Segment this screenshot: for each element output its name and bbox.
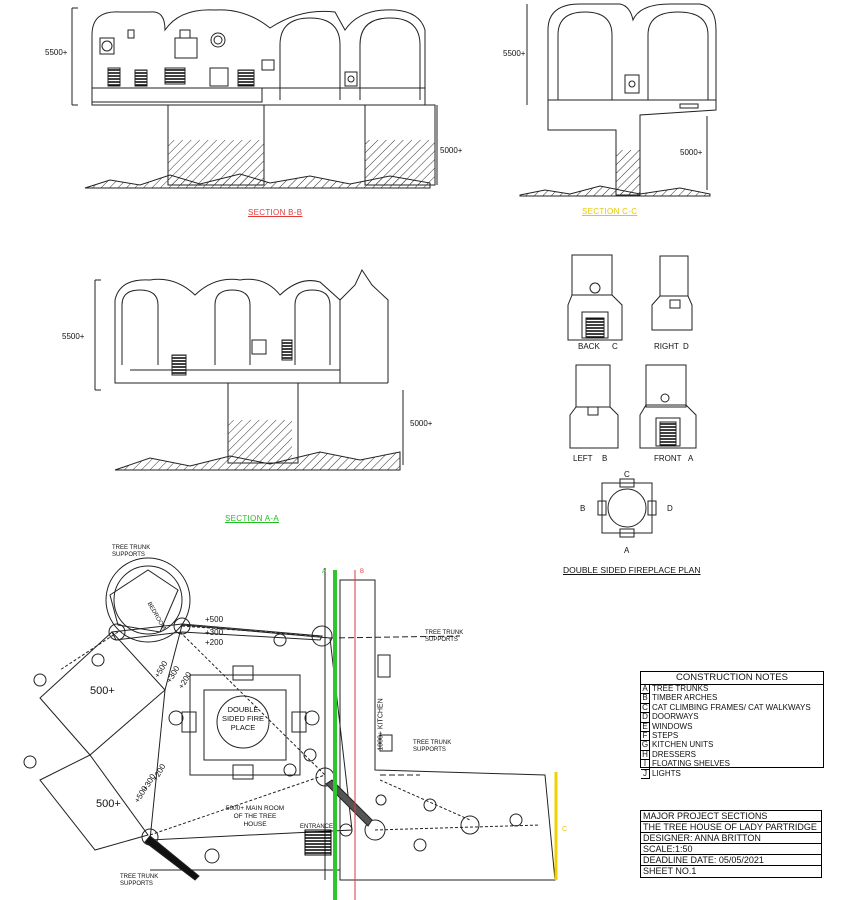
room-500-b: 500+: [96, 798, 121, 810]
section-cc-height-upper: 5500+: [503, 49, 526, 58]
level-mark: +200: [150, 762, 168, 783]
note-text: TIMBER ARCHES: [652, 693, 718, 703]
fireplace-view-back-letter: C: [612, 342, 618, 351]
fireplace-view-front-letter: A: [688, 454, 694, 463]
fireplace-plan-title: DOUBLE SIDED FIREPLACE PLAN: [563, 565, 701, 575]
fireplace-view-left-letter: B: [602, 454, 608, 463]
level-mark: +200: [176, 670, 194, 691]
note-key: A: [641, 685, 650, 694]
note-text: FLOATING SHELVES: [652, 759, 730, 769]
level-mark: +300: [140, 772, 158, 793]
note-text: DRESSERS: [652, 749, 697, 759]
note-text: TREE TRUNKS: [652, 684, 709, 693]
fireplace-view-right-label: RIGHT: [654, 342, 679, 351]
note-row: [641, 770, 823, 779]
fireplace-view-back-label: BACK: [578, 342, 600, 351]
note-key: J: [641, 770, 650, 779]
title-block-line2: THE TREE HOUSE OF LADY PARTRIDGE: [641, 822, 821, 833]
section-mark-a: A: [322, 569, 327, 575]
note-key: C: [641, 704, 650, 713]
section-aa-title: SECTION A-A: [225, 514, 279, 523]
level-mark: +300: [205, 628, 224, 637]
section-aa-height-upper: 5500+: [62, 332, 85, 341]
note-text: CAT CLIMBING FRAMES/ CAT WALKWAYS: [652, 702, 811, 712]
section-mark-c: C: [562, 826, 568, 833]
fireplace-compass-bottom: A: [624, 546, 630, 555]
note-text: STEPS: [652, 731, 679, 741]
floor-plan: [40, 558, 556, 900]
section-bb-height-lower: 5000+: [440, 146, 463, 155]
entrance-label: ENTRANCE: [300, 824, 334, 830]
level-mark: +500: [152, 659, 170, 680]
note-text: DOORWAYS: [652, 712, 699, 722]
note-text: LIGHTS: [652, 768, 681, 778]
level-mark: +500: [132, 784, 150, 805]
note-key: H: [641, 751, 650, 760]
note-text: KITCHEN UNITS: [652, 740, 714, 750]
section-bb-height-upper: 5500+: [45, 48, 68, 57]
section-cc-drawing: [520, 4, 716, 196]
fireplace-compass-left: B: [580, 504, 586, 513]
note-text: WINDOWS: [652, 721, 693, 731]
fireplace-elevations: [568, 255, 696, 537]
title-block-designer: DESIGNER: ANNA BRITTON: [641, 833, 821, 844]
bedroom-label: BEDROOM: [145, 601, 167, 632]
note-key: I: [641, 760, 650, 769]
section-cc-height-lower: 5000+: [680, 148, 703, 157]
note-key: E: [641, 723, 650, 732]
section-mark-b: B: [360, 569, 365, 575]
title-block-deadline: DEADLINE DATE: 05/05/2021: [641, 855, 821, 866]
fireplace-view-front-label: FRONT: [654, 454, 682, 463]
section-bb-title: SECTION B-B: [248, 208, 303, 217]
title-block: [640, 810, 822, 878]
fireplace-compass-top: C: [624, 470, 630, 479]
note-key: G: [641, 740, 649, 750]
fireplace-plan-label: DOUBLE SIDED FIRE PLACE: [221, 705, 265, 732]
construction-notes-title: CONSTRUCTION NOTES: [641, 672, 823, 685]
section-aa-height-lower: 5000+: [410, 419, 433, 428]
section-aa-drawing: [95, 270, 403, 470]
fireplace-view-left-label: LEFT: [573, 454, 593, 463]
tree-trunk-supports-label-2: TREE TRUNK SUPPORTS: [425, 630, 464, 643]
note-key: D: [641, 713, 650, 722]
title-block-sheet: SHEET NO.1: [643, 866, 697, 876]
tree-trunk-supports-label-4: TREE TRUNK SUPPORTS: [120, 874, 159, 887]
section-bb-drawing: [72, 8, 437, 188]
tree-trunk-supports-label-1: TREE TRUNK SUPPORTS: [112, 545, 151, 558]
kitchen-label: 1000+ KITCHEN: [377, 698, 385, 751]
construction-notes-table: [640, 671, 824, 778]
main-room-label: 5000+ MAIN ROOM OF THE TREE HOUSE: [225, 805, 285, 828]
title-block-scale: SCALE:1:50: [641, 844, 821, 855]
note-key: B: [641, 694, 650, 703]
tree-trunk-supports-label-3: TREE TRUNK SUPPORTS: [413, 740, 452, 753]
room-500-a: 500+: [90, 685, 115, 697]
title-block-line1: MAJOR PROJECT SECTIONS: [641, 811, 821, 822]
level-mark: +300: [164, 664, 182, 685]
level-mark: +500: [205, 615, 224, 624]
level-mark: +200: [205, 638, 224, 647]
fireplace-view-right-letter: D: [683, 342, 689, 351]
note-key: F: [641, 732, 650, 741]
fireplace-compass-right: D: [667, 504, 673, 513]
section-cc-title: SECTION C-C: [582, 207, 638, 216]
